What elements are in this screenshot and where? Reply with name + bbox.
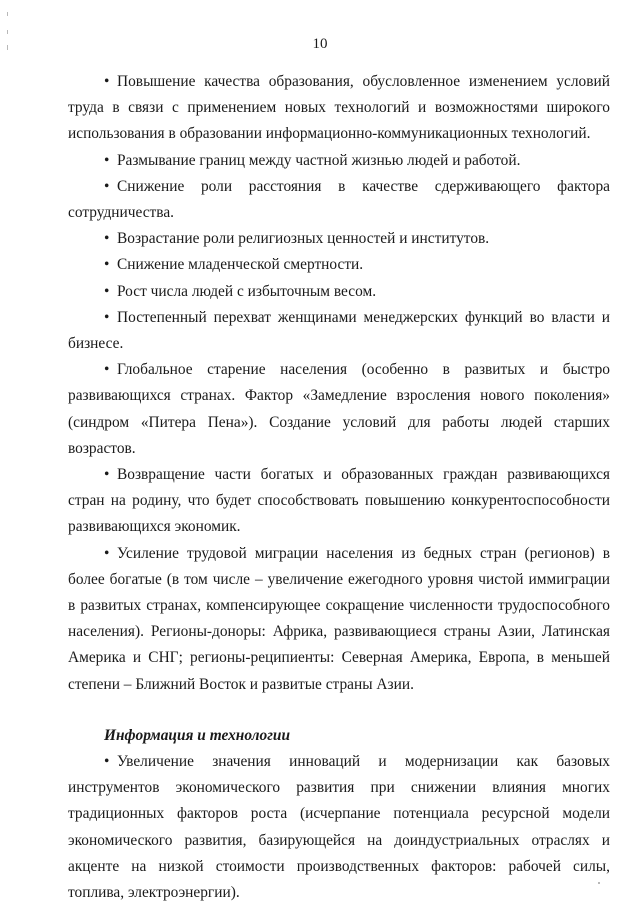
paragraph-text: Возрастание роли религиозных ценностей и институтов. [117,230,490,248]
bullet-icon: • [104,753,110,771]
paragraph-text: Усиление трудовой миграции населения из бедных стран (регионов) в более богатые (в том числе – увеличение ежегодного уровня чистой иммиграции в развитых странах, компенсирующее сокращение численности трудоспособного населения). Регионы-доноры: Африка, развивающиеся страны Азии, Латинская Америка и СНГ; регионы-реципиенты: Северная Америка, Европа, в меньшей степени – Ближний Восток и развитые страны Азии. [68,544,610,693]
page-body [68,69,610,906]
bullet-icon: • [104,230,110,248]
bullet-icon: • [104,361,110,379]
scan-artifact [7,30,8,34]
bullet-icon: • [104,151,110,169]
bullet-icon: • [104,73,110,90]
page-number: 10 [312,36,328,52]
bullet-icon: • [104,256,110,274]
paragraph-text: Глобальное старение населения (особенно в развитых и быстро развивающихся странах. Фактор «Замедление взросления нового поколения» (синдром «Питера Пена»). Создание условий для работы людей старших возрастов. [68,361,610,457]
bullet-icon: • [104,177,110,195]
bullet-paragraph [68,279,610,305]
paragraph-text: Увеличение значения инноваций и модернизации как базовых инструментов экономического развития при снижении влияния многих традиционных факторов роста (исчерпание потенциала ресурсной модели экономического развития, базирующейся на доиндустриальных отраслях и акценте на низкой стоимости производственных факторов: рабочей силы, топлива, электроэнергии). [68,753,610,902]
bullet-paragraph [68,69,610,148]
bullet-paragraph [68,462,610,541]
paragraph-text: Размывание границ между частной жизнью людей и работой. [117,151,521,169]
paragraph-text: Снижение младенческой смертности. [117,256,364,274]
bullet-icon: • [104,308,110,326]
bullet-paragraph [68,148,610,174]
bullet-icon: • [104,282,110,300]
bullet-paragraph [68,174,610,226]
bullet-paragraph [68,252,610,278]
paragraph-text: Повышение качества образования, обусловленное изменением условий труда в связи с применением новых технологий и возможностями широкого использования в образовании информационно-коммуникационных технологий. [68,73,610,143]
bullet-paragraph [68,541,610,698]
paragraph-text: Снижение роли расстояния в качестве сдерживающего фактора сотрудничества. [68,177,610,222]
bullet-paragraph [68,749,610,906]
scan-artifact [7,12,8,16]
section-heading: Информация и технологии [104,726,291,744]
paragraph-text: Постепенный перехват женщинами менеджерских функций во власти и бизнесе. [68,308,610,353]
paragraph-text: Возвращение части богатых и образованных граждан развивающихся стран на родину, что будет способствовать повышению конкурентоспособности развивающихся экономик. [68,466,610,536]
bullet-paragraph [68,305,610,357]
bullet-paragraph [68,226,610,252]
bullet-paragraph [68,357,610,462]
bullet-icon: • [104,466,110,484]
paragraph-text: Рост числа людей с избыточным весом. [117,282,377,300]
bullet-icon: • [104,544,110,562]
